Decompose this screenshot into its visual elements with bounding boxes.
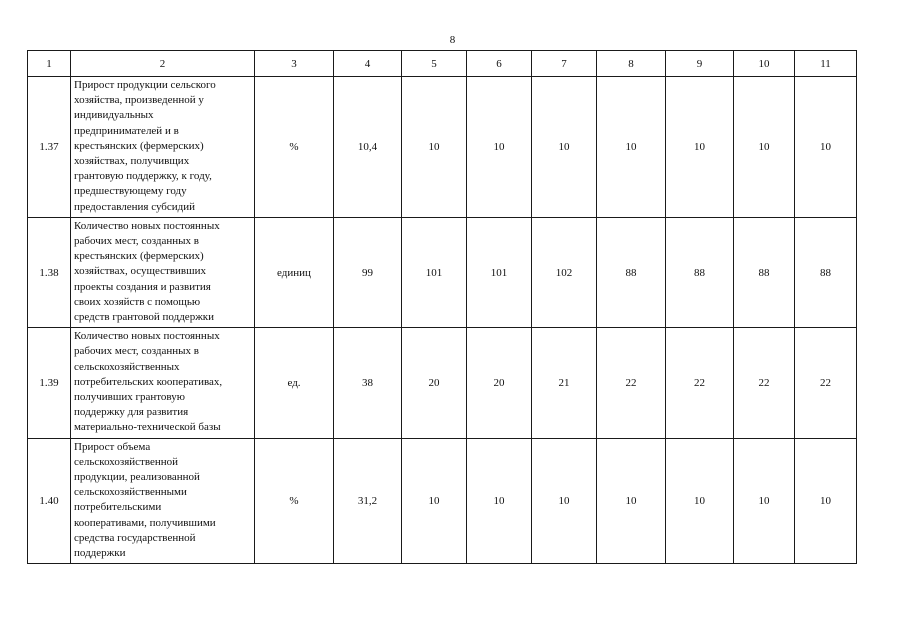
table-row	[28, 217, 857, 327]
column-header: 3	[255, 51, 334, 77]
value-cell: 22	[795, 328, 857, 438]
row-number: 1.39	[28, 328, 71, 438]
indicator-description: Прирост объема сельскохозяйственной продукции, реализованной сельскохозяйственными потребительскими кооперативами, получившими средства государственной поддержки	[71, 438, 255, 564]
value-cell: 99	[334, 217, 402, 327]
value-cell: 22	[666, 328, 734, 438]
value-cell: 10	[666, 438, 734, 564]
value-cell: 102	[532, 217, 597, 327]
column-header: 4	[334, 51, 402, 77]
column-header: 5	[402, 51, 467, 77]
value-cell: 10	[402, 77, 467, 218]
unit-cell: единиц	[255, 217, 334, 327]
indicators-table	[27, 50, 857, 564]
value-cell: 20	[402, 328, 467, 438]
value-cell: 88	[734, 217, 795, 327]
column-header: 2	[71, 51, 255, 77]
unit-cell: %	[255, 438, 334, 564]
value-cell: 10	[597, 77, 666, 218]
value-cell: 38	[334, 328, 402, 438]
value-cell: 20	[467, 328, 532, 438]
value-cell: 22	[597, 328, 666, 438]
column-header: 1	[28, 51, 71, 77]
value-cell: 10	[597, 438, 666, 564]
column-header: 7	[532, 51, 597, 77]
column-header: 6	[467, 51, 532, 77]
unit-cell: ед.	[255, 328, 334, 438]
column-header: 11	[795, 51, 857, 77]
page-number: 8	[449, 34, 456, 46]
value-cell: 88	[597, 217, 666, 327]
table-row	[28, 438, 857, 564]
indicator-description: Количество новых постоянных рабочих мест, созданных в сельскохозяйственных потребительских кооперативах, получивших грантовую поддержку для развития материально-технической базы	[71, 328, 255, 438]
value-cell: 10	[532, 438, 597, 564]
value-cell: 10	[532, 77, 597, 218]
value-cell: 10	[467, 77, 532, 218]
value-cell: 10	[666, 77, 734, 218]
value-cell: 10	[402, 438, 467, 564]
value-cell: 10	[467, 438, 532, 564]
row-number: 1.38	[28, 217, 71, 327]
value-cell: 10,4	[334, 77, 402, 218]
value-cell: 10	[734, 438, 795, 564]
value-cell: 10	[795, 438, 857, 564]
row-number: 1.37	[28, 77, 71, 218]
value-cell: 21	[532, 328, 597, 438]
value-cell: 22	[734, 328, 795, 438]
column-header: 9	[666, 51, 734, 77]
table-row	[28, 328, 857, 438]
column-header: 10	[734, 51, 795, 77]
indicator-description: Прирост продукции сельского хозяйства, произведенной у индивидуальных предпринимателей и в крестьянских (фермерских) хозяйствах, получивщих грантовую поддержку, к году, предшествующему году предоставления субсидий	[71, 77, 255, 218]
value-cell: 88	[666, 217, 734, 327]
value-cell: 101	[467, 217, 532, 327]
value-cell: 10	[734, 77, 795, 218]
value-cell: 101	[402, 217, 467, 327]
value-cell: 10	[795, 77, 857, 218]
table-header-row	[28, 51, 857, 77]
row-number: 1.40	[28, 438, 71, 564]
table-row	[28, 77, 857, 218]
value-cell: 31,2	[334, 438, 402, 564]
unit-cell: %	[255, 77, 334, 218]
indicator-description: Количество новых постоянных рабочих мест, созданных в крестьянских (фермерских) хозяйствах, осуществивших проекты создания и развития своих хозяйств с помощью средств грантовой поддержки	[71, 217, 255, 327]
column-header: 8	[597, 51, 666, 77]
value-cell: 88	[795, 217, 857, 327]
